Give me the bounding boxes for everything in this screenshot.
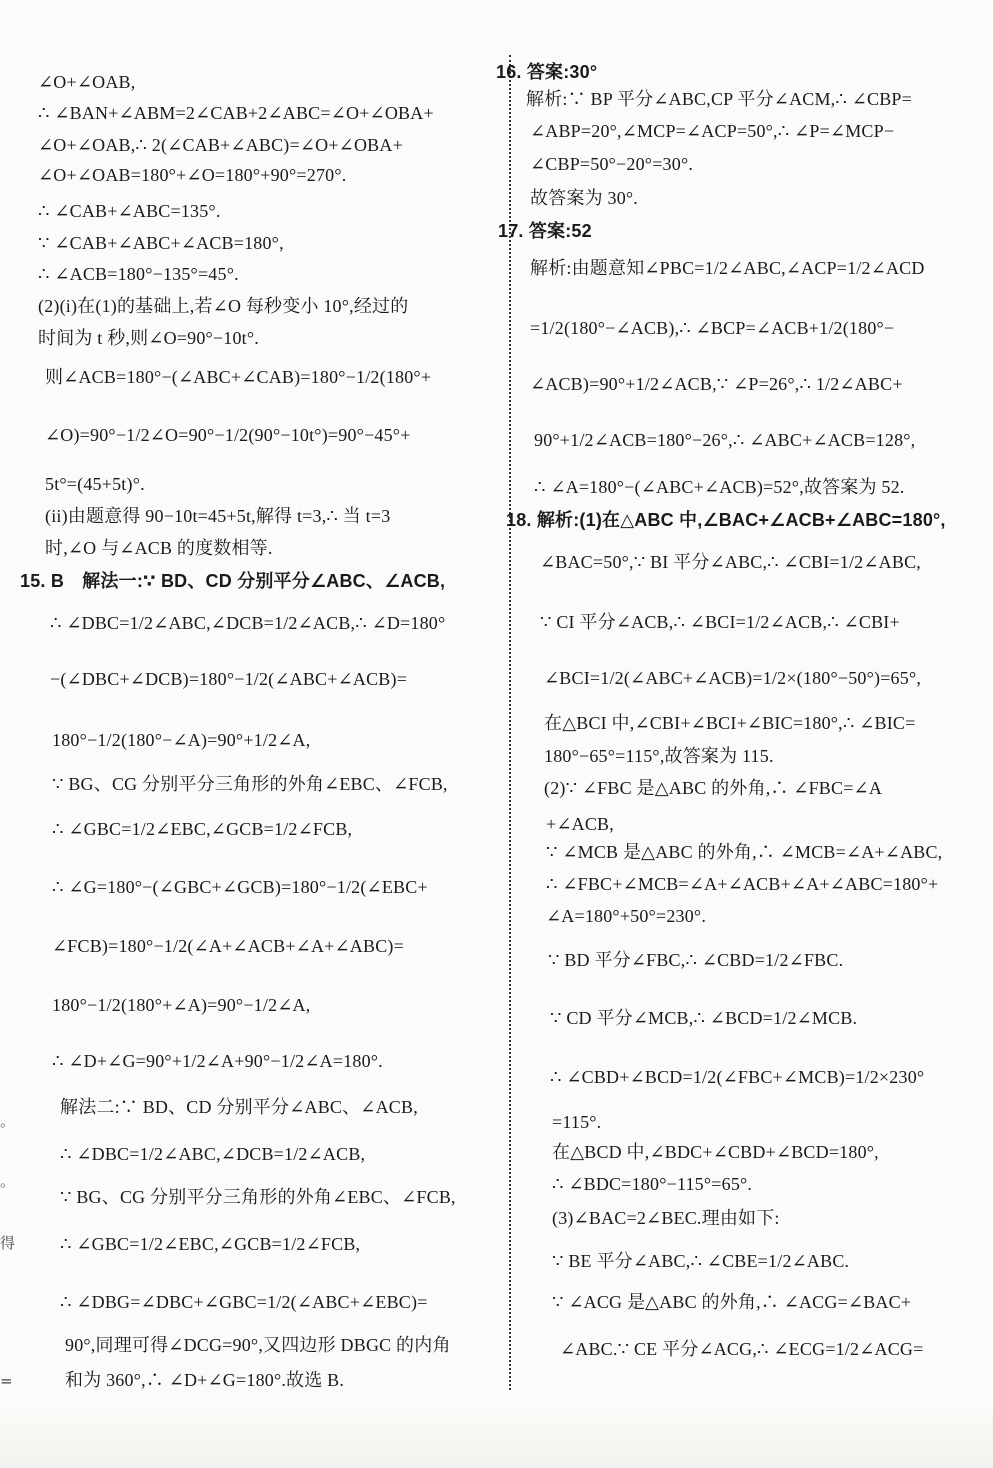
- text-line: 时间为 t 秒,则∠O=90°−10t°.: [38, 328, 259, 348]
- edge-mark: =: [0, 1372, 13, 1390]
- text-line: ∠ACB)=90°+1/2∠ACB,∵ ∠P=26°,∴ 1/2∠ABC+: [530, 374, 903, 394]
- text-line: ∴ ∠GBC=1/2∠EBC,∠GCB=1/2∠FCB,: [52, 819, 353, 839]
- text-line: ∠BAC=50°,∵ BI 平分∠ABC,∴ ∠CBI=1/2∠ABC,: [540, 552, 921, 572]
- text-line: ∠ABP=20°,∠MCP=∠ACP=50°,∴ ∠P=∠MCP−: [530, 121, 895, 141]
- edge-mark: 。: [0, 1172, 16, 1190]
- question-16: 16. 答案:30°: [496, 62, 598, 82]
- text-line: −(∠DBC+∠DCB)=180°−1/2(∠ABC+∠ACB)=: [50, 669, 408, 689]
- question-17: 17. 答案:52: [498, 221, 592, 241]
- text-line: (3)∠BAC=2∠BEC.理由如下:: [552, 1208, 780, 1228]
- text-line: ∠BCI=1/2(∠ABC+∠ACB)=1/2×(180°−50°)=65°,: [544, 668, 922, 688]
- text-line: ∴ ∠CBD+∠BCD=1/2(∠FBC+∠MCB)=1/2×230°: [550, 1067, 925, 1087]
- text-line: 在△BCI 中,∠CBI+∠BCI+∠BIC=180°,∴ ∠BIC=: [544, 713, 916, 733]
- text-line: 解法二:∵ BD、CD 分别平分∠ABC、∠ACB,: [60, 1097, 418, 1117]
- text-line: ∠O)=90°−1/2∠O=90°−1/2(90°−10t°)=90°−45°+: [45, 425, 411, 445]
- text-line: (2)∵ ∠FBC 是△ABC 的外角,∴ ∠FBC=∠A: [544, 778, 883, 798]
- text-line: ∵ BG、CG 分别平分三角形的外角∠EBC、∠FCB,: [52, 774, 448, 794]
- text-line: ∠O+∠OAB,: [38, 72, 136, 92]
- text-line: 和为 360°,∴ ∠D+∠G=180°.故选 B.: [65, 1370, 345, 1390]
- text-line: ∵ CD 平分∠MCB,∴ ∠BCD=1/2∠MCB.: [550, 1008, 858, 1028]
- text-line: 解析:由题意知∠PBC=1/2∠ABC,∠ACP=1/2∠ACD: [530, 258, 925, 278]
- text-line: (ii)由题意得 90−10t=45+5t,解得 t=3,∴ 当 t=3: [45, 506, 391, 526]
- edge-mark: 得: [0, 1234, 16, 1252]
- text-line: ∴ ∠G=180°−(∠GBC+∠GCB)=180°−1/2(∠EBC+: [52, 877, 428, 897]
- text-line: 90°,同理可得∠DCG=90°,又四边形 DBGC 的内角: [65, 1335, 451, 1355]
- text-line: 180°−1/2(180°+∠A)=90°−1/2∠A,: [52, 995, 311, 1015]
- text-line: ∵ ∠MCB 是△ABC 的外角,∴ ∠MCB=∠A+∠ABC,: [546, 842, 943, 862]
- text-line: (2)(i)在(1)的基础上,若∠O 每秒变小 10°,经过的: [38, 296, 409, 316]
- column-divider: [509, 55, 511, 1390]
- text-line: ∠O+∠OAB=180°+∠O=180°+90°=270°.: [38, 165, 347, 185]
- text-line: 在△BCD 中,∠BDC+∠CBD+∠BCD=180°,: [552, 1142, 879, 1162]
- text-line: ∵ BE 平分∠ABC,∴ ∠CBE=1/2∠ABC.: [552, 1251, 850, 1271]
- text-line: ∴ ∠ACB=180°−135°=45°.: [38, 264, 239, 284]
- text-line: 解析:∵ BP 平分∠ABC,CP 平分∠ACM,∴ ∠CBP=: [526, 89, 912, 109]
- question-15: 15. B 解法一:∵ BD、CD 分别平分∠ABC、∠ACB,: [20, 571, 446, 591]
- text-line: ∴ ∠BDC=180°−115°=65°.: [552, 1174, 753, 1194]
- text-line: ∴ ∠DBG=∠DBC+∠GBC=1/2(∠ABC+∠EBC)=: [60, 1292, 428, 1312]
- text-line: ∴ ∠BAN+∠ABM=2∠CAB+2∠ABC=∠O+∠OBA+: [38, 103, 434, 123]
- text-line: ∵ BG、CG 分别平分三角形的外角∠EBC、∠FCB,: [60, 1187, 456, 1207]
- text-line: ∵ CI 平分∠ACB,∴ ∠BCI=1/2∠ACB,∴ ∠CBI+: [540, 612, 900, 632]
- text-line: ∠O+∠OAB,∴ 2(∠CAB+∠ABC)=∠O+∠OBA+: [38, 135, 403, 155]
- text-line: ∠FCB)=180°−1/2(∠A+∠ACB+∠A+∠ABC)=: [52, 936, 404, 956]
- text-line: ∵ BD 平分∠FBC,∴ ∠CBD=1/2∠FBC.: [548, 950, 844, 970]
- text-line: ∵ ∠CAB+∠ABC+∠ACB=180°,: [38, 233, 284, 253]
- text-line: +∠ACB,: [546, 814, 614, 834]
- text-line: 则∠ACB=180°−(∠ABC+∠CAB)=180°−1/2(180°+: [45, 367, 432, 387]
- text-line: ∴ ∠A=180°−(∠ABC+∠ACB)=52°,故答案为 52.: [534, 477, 905, 497]
- text-line: 5t°=(45+5t)°.: [45, 474, 145, 494]
- text-line: 180°−65°=115°,故答案为 115.: [544, 746, 774, 766]
- text-line: ∴ ∠DBC=1/2∠ABC,∠DCB=1/2∠ACB,∴ ∠D=180°: [50, 613, 446, 633]
- text-line: ∠ABC.∵ CE 平分∠ACG,∴ ∠ECG=1/2∠ACG=: [560, 1339, 924, 1359]
- text-line: ∴ ∠GBC=1/2∠EBC,∠GCB=1/2∠FCB,: [60, 1234, 361, 1254]
- text-line: 时,∠O 与∠ACB 的度数相等.: [45, 538, 273, 558]
- text-line: ∴ ∠D+∠G=90°+1/2∠A+90°−1/2∠A=180°.: [52, 1051, 383, 1071]
- text-line: 90°+1/2∠ACB=180°−26°,∴ ∠ABC+∠ACB=128°,: [534, 430, 916, 450]
- text-line: ∴ ∠CAB+∠ABC=135°.: [38, 201, 221, 221]
- text-line: 故答案为 30°.: [530, 188, 638, 208]
- edge-mark: 。: [0, 1112, 16, 1130]
- question-18: 18. 解析:(1)在△ABC 中,∠BAC+∠ACB+∠ABC=180°,: [506, 510, 946, 530]
- text-line: ∵ ∠ACG 是△ABC 的外角,∴ ∠ACG=∠BAC+: [552, 1292, 912, 1312]
- text-line: ∴ ∠DBC=1/2∠ABC,∠DCB=1/2∠ACB,: [60, 1144, 366, 1164]
- text-line: ∠A=180°+50°=230°.: [546, 906, 707, 926]
- text-line: ∠CBP=50°−20°=30°.: [530, 154, 694, 174]
- text-line: ∴ ∠FBC+∠MCB=∠A+∠ACB+∠A+∠ABC=180°+: [546, 874, 939, 894]
- text-line: =115°.: [552, 1112, 602, 1132]
- text-line: 180°−1/2(180°−∠A)=90°+1/2∠A,: [52, 730, 311, 750]
- text-line: =1/2(180°−∠ACB),∴ ∠BCP=∠ACB+1/2(180°−: [530, 318, 895, 338]
- page-bottom-margin: [0, 1408, 993, 1468]
